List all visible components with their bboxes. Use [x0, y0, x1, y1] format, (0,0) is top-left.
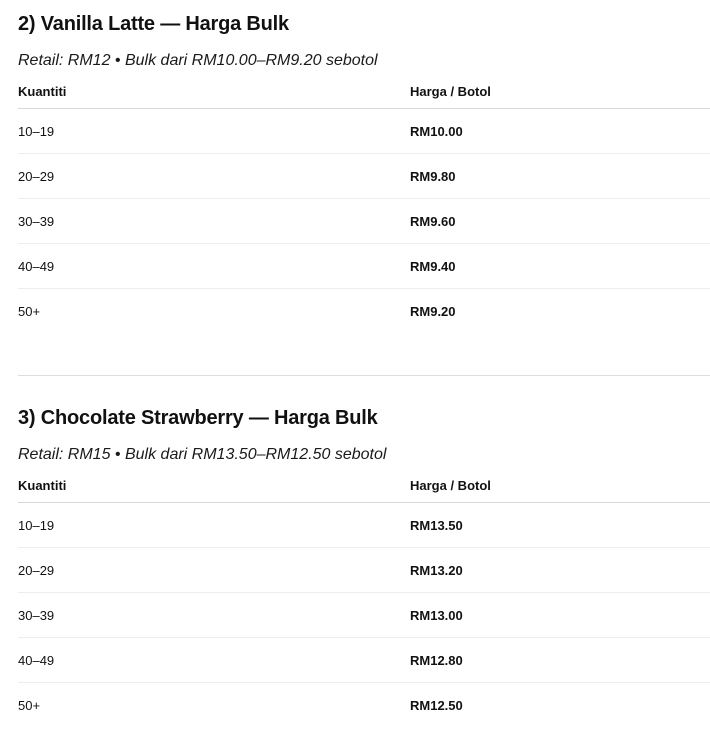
column-header-quantity: Kuantiti	[18, 468, 410, 503]
price-cell: RM12.80	[410, 638, 710, 683]
quantity-cell: 10–19	[18, 503, 410, 548]
quantity-cell: 40–49	[18, 244, 410, 289]
table-row	[18, 683, 710, 728]
price-cell: RM9.60	[410, 199, 710, 244]
quantity-cell: 50+	[18, 697, 41, 713]
price-cell: RM12.50	[410, 697, 463, 713]
quantity-cell: 40–49	[18, 638, 410, 683]
quantity-cell: 50+	[18, 303, 41, 319]
table-row	[18, 503, 710, 548]
quantity-cell: 30–39	[18, 199, 410, 244]
section-chocolate-strawberry	[0, 394, 710, 727]
section-subtitle: Retail: RM15 • Bulk dari RM13.50–RM12.50 sebotol	[18, 446, 387, 463]
column-header-quantity: Kuantiti	[18, 74, 410, 109]
price-cell: RM13.50	[410, 503, 710, 548]
table-header-row	[18, 468, 710, 503]
quantity-cell: 10–19	[18, 109, 410, 154]
quantity-cell: 20–29	[18, 154, 410, 199]
table-header-row	[18, 74, 710, 109]
section-title: 2) Vanilla Latte — Harga Bulk	[18, 13, 289, 35]
quantity-cell: 20–29	[18, 548, 410, 593]
table-row	[18, 593, 710, 638]
table-row	[18, 244, 710, 289]
section-vanilla-latte	[0, 0, 710, 333]
section-subtitle: Retail: RM12 • Bulk dari RM10.00–RM9.20 sebotol	[18, 52, 378, 69]
price-table	[18, 468, 710, 727]
price-cell: RM13.00	[410, 593, 710, 638]
price-cell: RM10.00	[410, 109, 710, 154]
table-row	[18, 154, 710, 199]
price-cell: RM9.20	[410, 303, 456, 319]
price-cell: RM9.40	[410, 244, 710, 289]
table-row	[18, 548, 710, 593]
column-header-price: Harga / Botol	[410, 468, 710, 503]
column-header-price: Harga / Botol	[410, 74, 710, 109]
table-row	[18, 289, 710, 334]
quantity-cell: 30–39	[18, 593, 410, 638]
price-cell: RM9.80	[410, 154, 710, 199]
table-row	[18, 199, 710, 244]
price-table	[18, 74, 710, 333]
section-title: 3) Chocolate Strawberry — Harga Bulk	[18, 407, 378, 429]
table-row	[18, 638, 710, 683]
price-cell: RM13.20	[410, 548, 710, 593]
table-row	[18, 109, 710, 154]
